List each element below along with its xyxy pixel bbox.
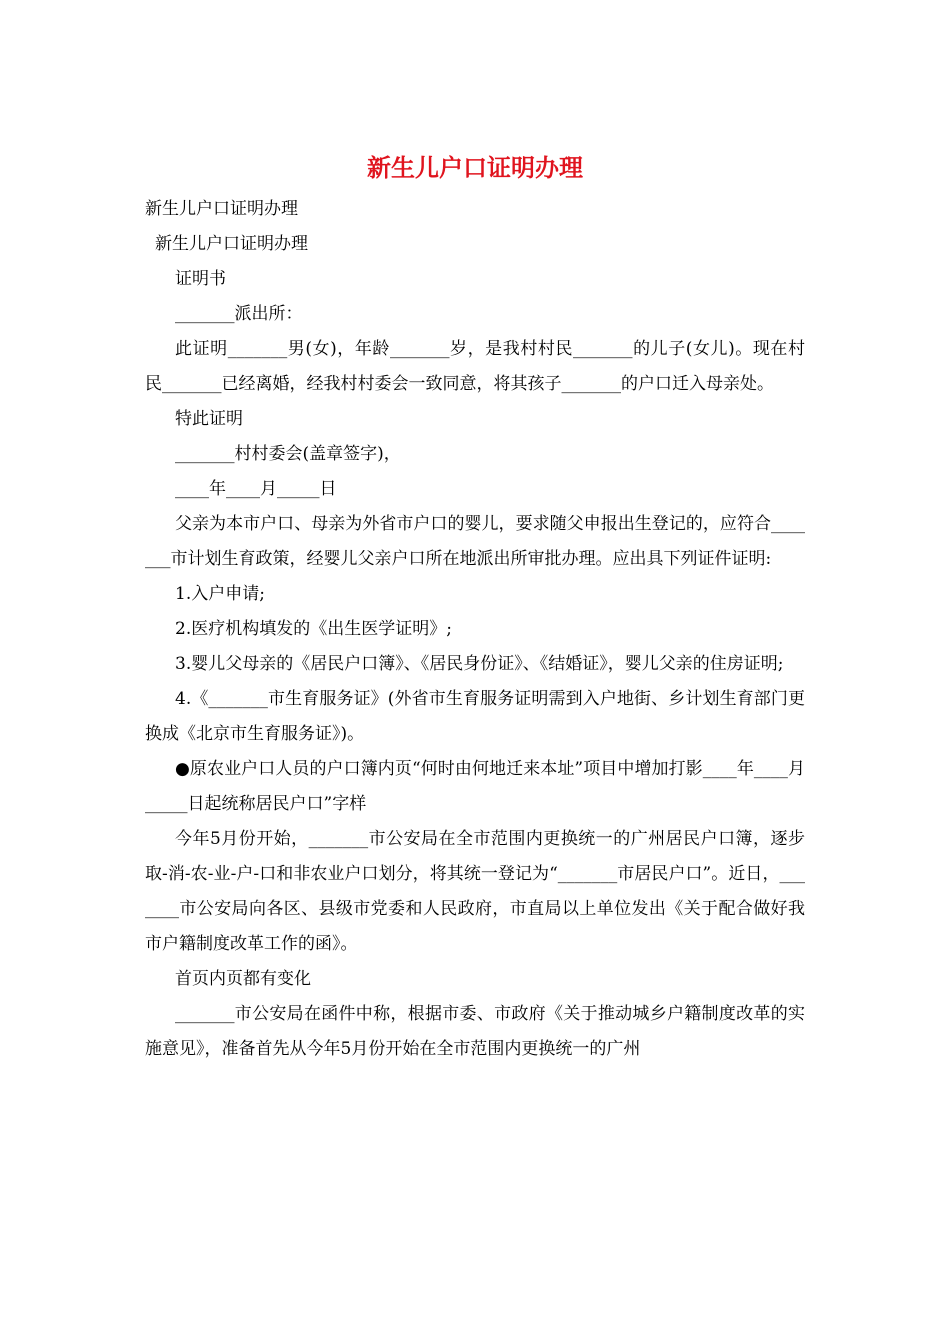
paragraph-subheading-changes: 首页内页都有变化 (175, 969, 311, 989)
list-item-4: 4.《_______市生育服务证》(外省市生育服务证明需到入户地街、乡计划生育部门更换成《北京市生育服务证》)。 (145, 689, 805, 744)
paragraph-registration-rule: 父亲为本市户口、母亲为外省市户口的婴儿，要求随父申报出生登记的，应符合_______市计划生育政策，经婴儿父亲户口所在地派出所审批办理。应出具下列证件证明: (145, 514, 805, 569)
document-title: 新生儿户口证明办理 (367, 153, 583, 182)
list-item-1: 1.入户申请; (175, 584, 265, 604)
paragraph-committee-signature: _______村村委会(盖章签字)， (175, 444, 401, 464)
list-item-3: 3.婴儿父母亲的《居民户口簿》、《居民身份证》、《结婚证》，婴儿父亲的住房证明; (175, 654, 784, 674)
paragraph-heading-2: 新生儿户口证明办理 (155, 234, 308, 254)
document-body (145, 192, 805, 1067)
paragraph-police-station: _______派出所： (175, 304, 303, 324)
paragraph-bullet-note: ●原农业户口人员的户口簿内页“何时由何地迁来本址”项目中增加打影____年____月_____日起统称居民户口”字样 (145, 759, 805, 814)
paragraph-letter-content: _______市公安局在函件中称，根据市委、市政府《关于推动城乡户籍制度改革的实施意见》，准备首先从今年5月份开始在全市范围内更换统一的广州 (145, 1004, 805, 1059)
paragraph-hereby-certify: 特此证明 (175, 409, 243, 429)
list-item-2: 2.医疗机构填发的《出生医学证明》; (175, 619, 452, 639)
paragraph-date: ____年____月_____日 (175, 479, 337, 499)
paragraph-certificate-label: 证明书 (175, 269, 226, 289)
paragraph-may-change: 今年5月份开始，_______市公安局在全市范围内更换统一的广州居民户口簿，逐步取-消-农-业-户-口和非农业户口划分，将其统一登记为“_______市居民户口”。近日，_______市公安局向各区、县级市党委和人民政府，市直局以上单位发出《关于配合做好我市户籍制度改革工作的函》。 (145, 829, 805, 954)
paragraph-certificate-body: 此证明_______男(女)，年龄_______岁，是我村村民_______的儿子(女儿)。现在村民_______已经离婚，经我村村委会一致同意，将其孩子_______的户口迁入母亲处。 (145, 339, 805, 394)
paragraph-heading-1: 新生儿户口证明办理 (145, 199, 298, 219)
